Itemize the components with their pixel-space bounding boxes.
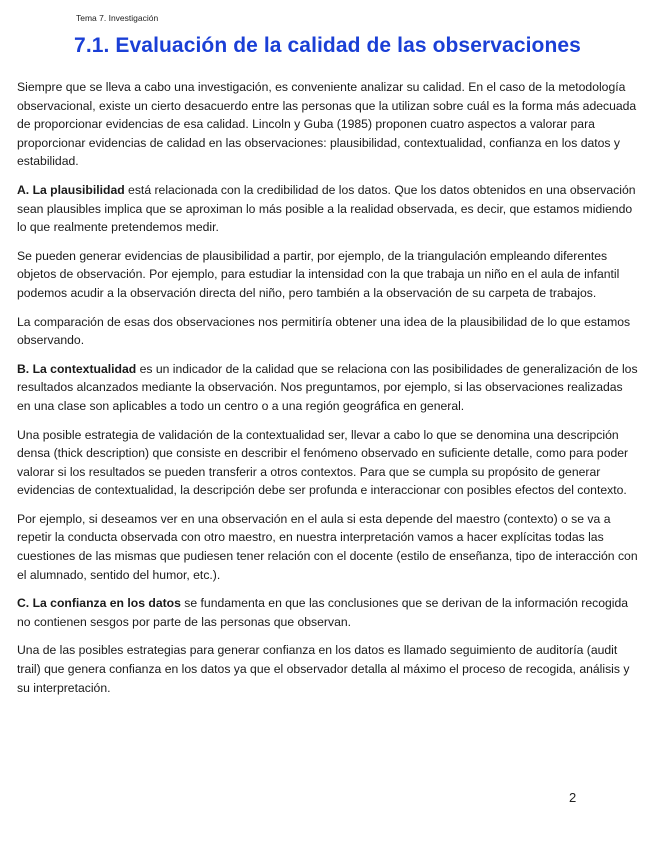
running-header: Tema 7. Investigación (76, 13, 159, 23)
paragraph-data-confidence-text: se fundamenta en que las conclusiones que se derivan de la información recogida no contienen sesgos por parte de las personas que observan. (17, 596, 629, 629)
term-contextuality: B. La contextualidad (17, 361, 137, 376)
term-data-confidence: C. La confianza en los datos (17, 596, 181, 611)
paragraph-plausibility (17, 181, 639, 237)
term-plausibility: A. La plausibilidad (17, 182, 125, 197)
section-title: 7.1. Evaluación de la calidad de las observaciones (74, 34, 581, 57)
paragraph-plausibility-text: está relacionada con la credibilidad de los datos. Que los datos obtenidos en una observación sean plausibles implica que se aproximan lo más posible a la realidad observada, es decir, que estamos midiendo lo que realmente pretendemos medir. (17, 182, 636, 235)
paragraph-data-confidence (17, 594, 639, 631)
paragraph-thick-description: Una posible estrategia de validación de la contextualidad ser, llevar a cabo lo que se denomina una descripción densa (thick description) que consiste en describir el fenómeno observado en suficiente detalle, como para poder valorar si los resultados se pueden transferir a otros contextos. Para que se cumpla su propósito de generar evidencias de contextualidad, la descripción debe ser profunda e interaccionar con posibles efectos del contexto. (17, 427, 629, 498)
paragraph-example-teacher: Por ejemplo, si deseamos ver en una observación en el aula si esta depende del maestro (contexto) o se va a repetir la conducta observada con otro maestro, en nuestra interpretación vamos a hacer explícitas todas las cuestiones de las mismas que pudiesen tener relación con el docente (estilo de enseñanza, tipo de interacción con el alumnado, sentido del humor, etc.). (17, 511, 638, 582)
paragraph-comparison: La comparación de esas dos observaciones nos permitiría obtener una idea de la plausibilidad de lo que estamos observando. (17, 314, 631, 348)
paragraph-audit-trail: Una de las posibles estrategias para generar confianza en los datos es llamado seguimiento de auditoría (audit trail) que genera confianza en los datos ya que el observador detalla al máximo el proceso de recogida, análisis y su interpretación. (17, 643, 630, 695)
body-text (17, 78, 639, 707)
page-number: 2 (569, 790, 577, 805)
paragraph-contextuality (17, 360, 639, 416)
paragraph-intro: Siempre que se lleva a cabo una investigación, es conveniente analizar su calidad. En el caso de la metodología observacional, existe un cierto desacuerdo entre las personas que la utilizan sobre cuál es la forma más adecuada de proporcionar evidencias de esa calidad. Lincoln y Guba (1985) proponen cuatro aspectos a valorar para proporcionar evidencias de calidad en las observaciones: plausibilidad, contextualidad, confianza en los datos y estabilidad. (17, 80, 637, 169)
paragraph-triangulation: Se pueden generar evidencias de plausibilidad a partir, por ejemplo, de la triangulación empleando diferentes objetos de observación. Por ejemplo, para estudiar la intensidad con la que trabaja un niño en el aula de infantil podemos acudir a la observación directa del niño, pero también a la observación de su carpeta de trabajos. (17, 248, 620, 300)
paragraph-contextuality-text: es un indicador de la calidad que se relaciona con las posibilidades de generalización de los resultados alcanzados mediante la observación. Nos preguntamos, por ejemplo, si las observaciones realizadas en una clase son aplicables a todo un centro o a una región geográfica en general. (17, 361, 638, 413)
